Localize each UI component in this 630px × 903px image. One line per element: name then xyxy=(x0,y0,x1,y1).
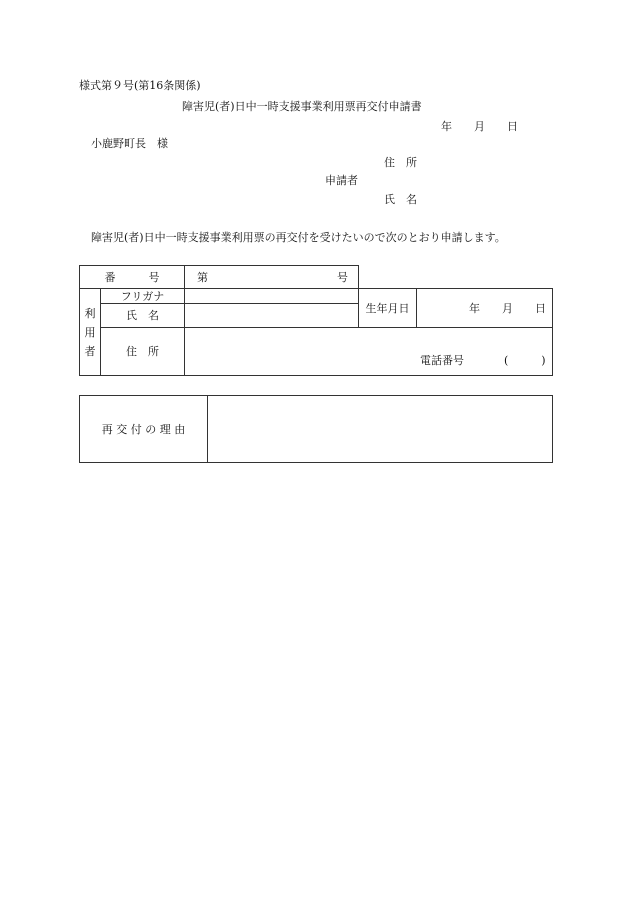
name-label: 氏 名 xyxy=(101,304,185,328)
birthdate-value: 年 月 日 xyxy=(469,301,546,315)
addressee: 小鹿野町長 様 xyxy=(91,137,168,150)
furigana-field[interactable] xyxy=(185,289,359,304)
reason-field[interactable] xyxy=(208,396,553,463)
number-field[interactable] xyxy=(185,266,359,289)
document-title: 障害児(者)日中一時支援事業利用票再交付申請書 xyxy=(182,100,422,113)
reason-label: 再 交 付 の 理 由 xyxy=(80,396,208,463)
address-label: 住 所 xyxy=(101,328,185,376)
form-number: 様式第９号(第16条関係) xyxy=(79,79,201,92)
applicant-name-label: 氏 名 xyxy=(384,193,417,206)
user-char-3: 者 xyxy=(84,344,96,358)
user-section-label xyxy=(80,289,101,376)
number-suffix: 号 xyxy=(337,271,348,284)
phone-label: 電話番号 xyxy=(420,354,464,367)
address-field[interactable] xyxy=(185,328,553,376)
user-char-1: 利 xyxy=(84,306,96,320)
birthdate-label: 生年月日 xyxy=(359,289,417,328)
applicant-address-label: 住 所 xyxy=(384,156,417,169)
phone-parens: ( ) xyxy=(504,354,546,367)
number-prefix: 第 xyxy=(197,271,208,284)
applicant-label: 申請者 xyxy=(325,174,358,187)
number-label: 番 号 xyxy=(80,266,185,289)
birthdate-field[interactable] xyxy=(417,289,553,328)
name-field[interactable] xyxy=(185,304,359,328)
application-table xyxy=(79,265,553,376)
user-char-2: 用 xyxy=(84,325,96,339)
date-line: 年 月 日 xyxy=(441,120,518,133)
furigana-label: フリガナ xyxy=(101,289,185,304)
reason-table xyxy=(79,395,553,463)
intro-text: 障害児(者)日中一時支援事業利用票の再交付を受けたいので次のとおり申請します。 xyxy=(91,231,506,244)
